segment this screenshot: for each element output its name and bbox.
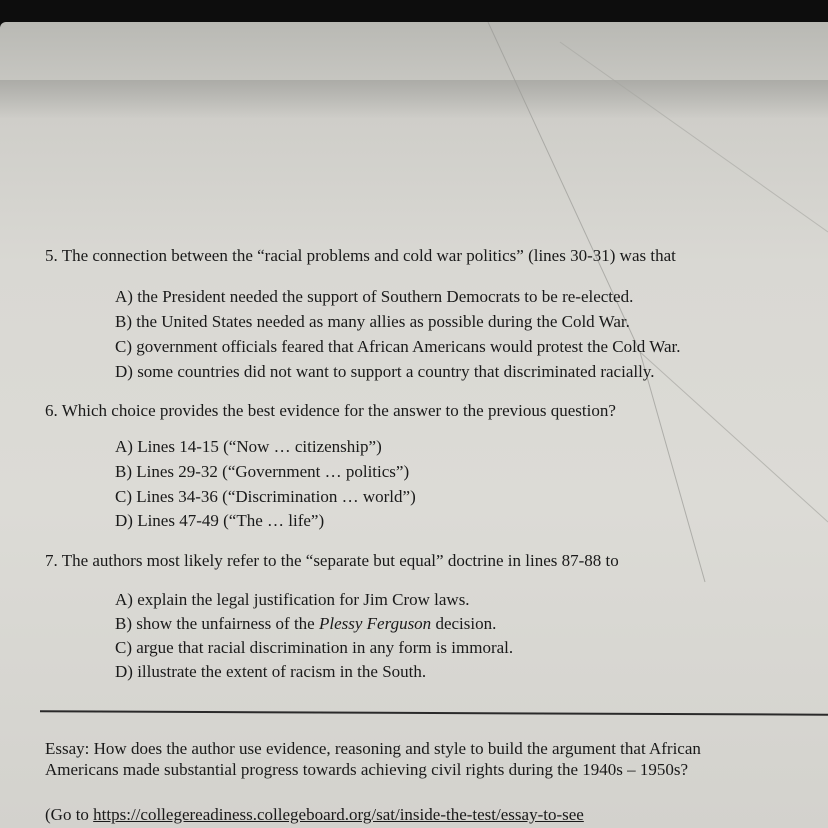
essay-line-2: Americans made substantial progress towards achieving civil rights during the 1940s – 1950s? [45,760,689,779]
link-prefix: (Go to [45,805,94,824]
question-text: Which choice provides the best evidence for the answer to the previous question? [61,401,616,420]
question-6-option-c: C) Lines 34-36 (“Discrimination … world”) [115,487,416,506]
question-7-stem [45,550,619,572]
question-7-option-b [115,613,496,635]
paper-fold-lines [0,22,828,828]
worksheet-page [0,22,828,828]
question-6-option-b: B) Lines 29-32 (“Government … politics”) [115,462,410,481]
section-divider [40,710,828,715]
collegeboard-link[interactable]: https://collegereadiness.collegeboard.org/sat/inside-the-test/essay-to-see [93,805,584,824]
question-5-option-a: A) the President needed the support of Southern Democrats to be re-elected. [115,287,634,306]
question-number: 6. [45,401,58,420]
essay-link-line [45,804,584,825]
question-text: The connection between the “racial problems and cold war politics” (lines 30-31) was that [61,246,676,265]
question-number: 7. [45,551,58,570]
question-text: The authors most likely refer to the “separate but equal” doctrine in lines 87-88 to [61,551,619,570]
essay-prompt [45,738,825,780]
screen-glare [0,80,828,118]
question-7-option-a: A) explain the legal justification for Jim Crow laws. [115,590,470,609]
case-name: Plessy Ferguson [318,614,432,633]
question-6-stem [45,400,616,422]
question-6-option-d: D) Lines 47-49 (“The … life”) [115,511,325,530]
question-number: 5. [45,246,58,265]
question-5-option-b: B) the United States needed as many allies as possible during the Cold War. [115,312,630,331]
question-5-stem [45,245,676,267]
essay-line-1: Essay: How does the author use evidence, reasoning and style to build the argument that African [45,739,701,758]
option-text: B) show the unfairness of the [115,614,319,633]
question-5-option-d: D) some countries did not want to support a country that discriminated racially. [115,362,655,381]
question-7-option-c: C) argue that racial discrimination in any form is immoral. [115,638,514,657]
option-text-tail: decision. [431,614,497,633]
question-5-option-c: C) government officials feared that African Americans would protest the Cold War. [115,337,681,356]
question-6-option-a: A) Lines 14-15 (“Now … citizenship”) [115,437,382,456]
question-7-option-d: D) illustrate the extent of racism in the South. [115,662,427,681]
